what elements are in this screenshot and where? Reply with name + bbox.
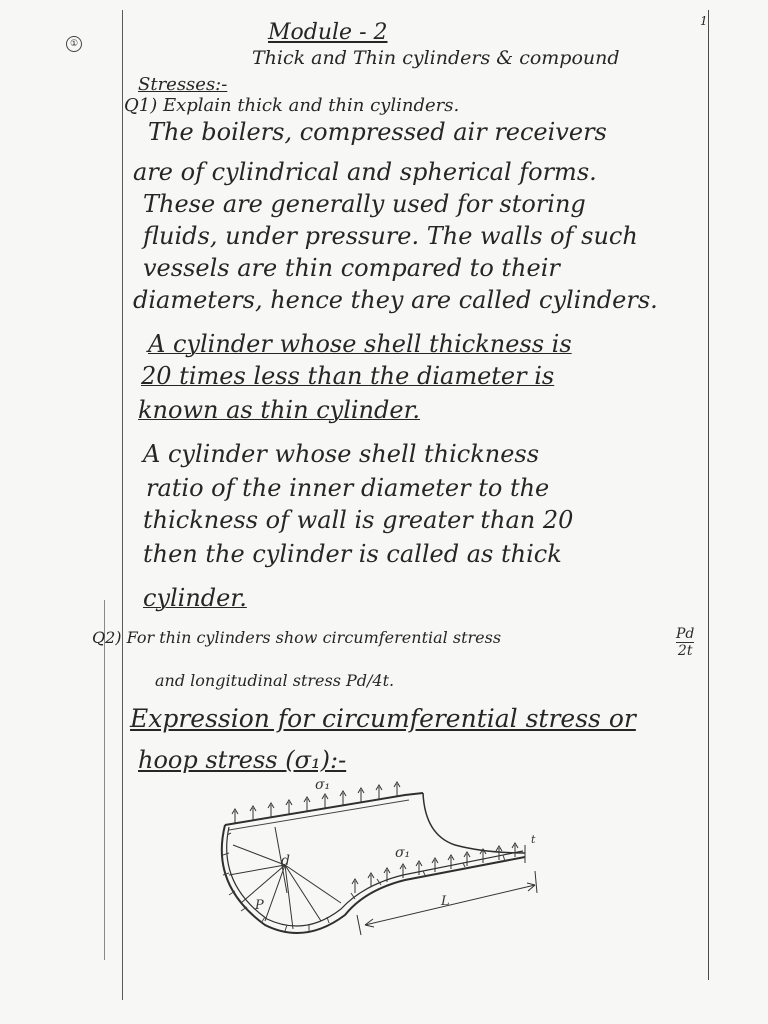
right-margin-line (708, 10, 709, 980)
thin-def-line: 20 times less than the diameter is (141, 362, 555, 390)
page-title: Module - 2 (268, 20, 388, 45)
q1-text-line: diameters, hence they are called cylinders. (133, 286, 658, 314)
section-heading: Expression for circumferential stress or (130, 704, 636, 733)
thin-def-line: known as thin cylinder. (138, 396, 421, 424)
thick-def-line: cylinder. (143, 584, 247, 612)
left-margin-line-lower (104, 600, 105, 960)
sigma-mid-label: σ₁ (395, 845, 411, 861)
diameter-label: d (281, 853, 290, 869)
q1-text-line: vessels are thin compared to their (143, 254, 560, 282)
shell-top-inner (229, 800, 409, 830)
thickness-label: t (531, 833, 536, 846)
q2-question-line1: Q2) For thin cylinders show circumferential stress (92, 628, 502, 647)
q1-text-line: are of cylindrical and spherical forms. (133, 158, 597, 186)
section-heading-cont: hoop stress (σ₁):- (138, 746, 347, 774)
half-cylinder-diagram (205, 775, 545, 950)
q2-fraction (676, 626, 694, 659)
sigma-top-label: σ₁ (315, 777, 331, 793)
page-subtitle: Thick and Thin cylinders & compound (252, 47, 620, 69)
pressure-label: P (255, 898, 264, 913)
lower-stress-arrows (352, 843, 518, 893)
shell-right-curve (423, 793, 525, 853)
thick-def-line: thickness of wall is greater than 20 (143, 506, 574, 534)
fraction-bottom: 2t (677, 643, 693, 659)
q1-text-line: The boilers, compressed air receivers (148, 118, 607, 146)
circle-mark: ① (66, 36, 82, 52)
thick-def-line: then the cylinder is called as thick (143, 540, 562, 568)
thick-def-line: ratio of the inner diameter to the (146, 474, 550, 502)
q2-question-line2: and longitudinal stress Pd/4t. (155, 671, 395, 690)
page-subtitle-cont: Stresses:- (138, 74, 228, 95)
thin-def-line: A cylinder whose shell thickness is (148, 330, 572, 358)
page-number: 1 (700, 14, 708, 28)
q1-text-line: fluids, under pressure. The walls of such (143, 222, 638, 250)
q1-question: Q1) Explain thick and thin cylinders. (124, 95, 460, 116)
thick-def-line: A cylinder whose shell thickness (143, 440, 540, 468)
shell-outer (222, 825, 525, 933)
q1-text-line: These are generally used for storing (143, 190, 586, 218)
length-label: L (441, 894, 450, 909)
left-margin-line (122, 10, 123, 1000)
fraction-top: Pd (676, 626, 695, 642)
